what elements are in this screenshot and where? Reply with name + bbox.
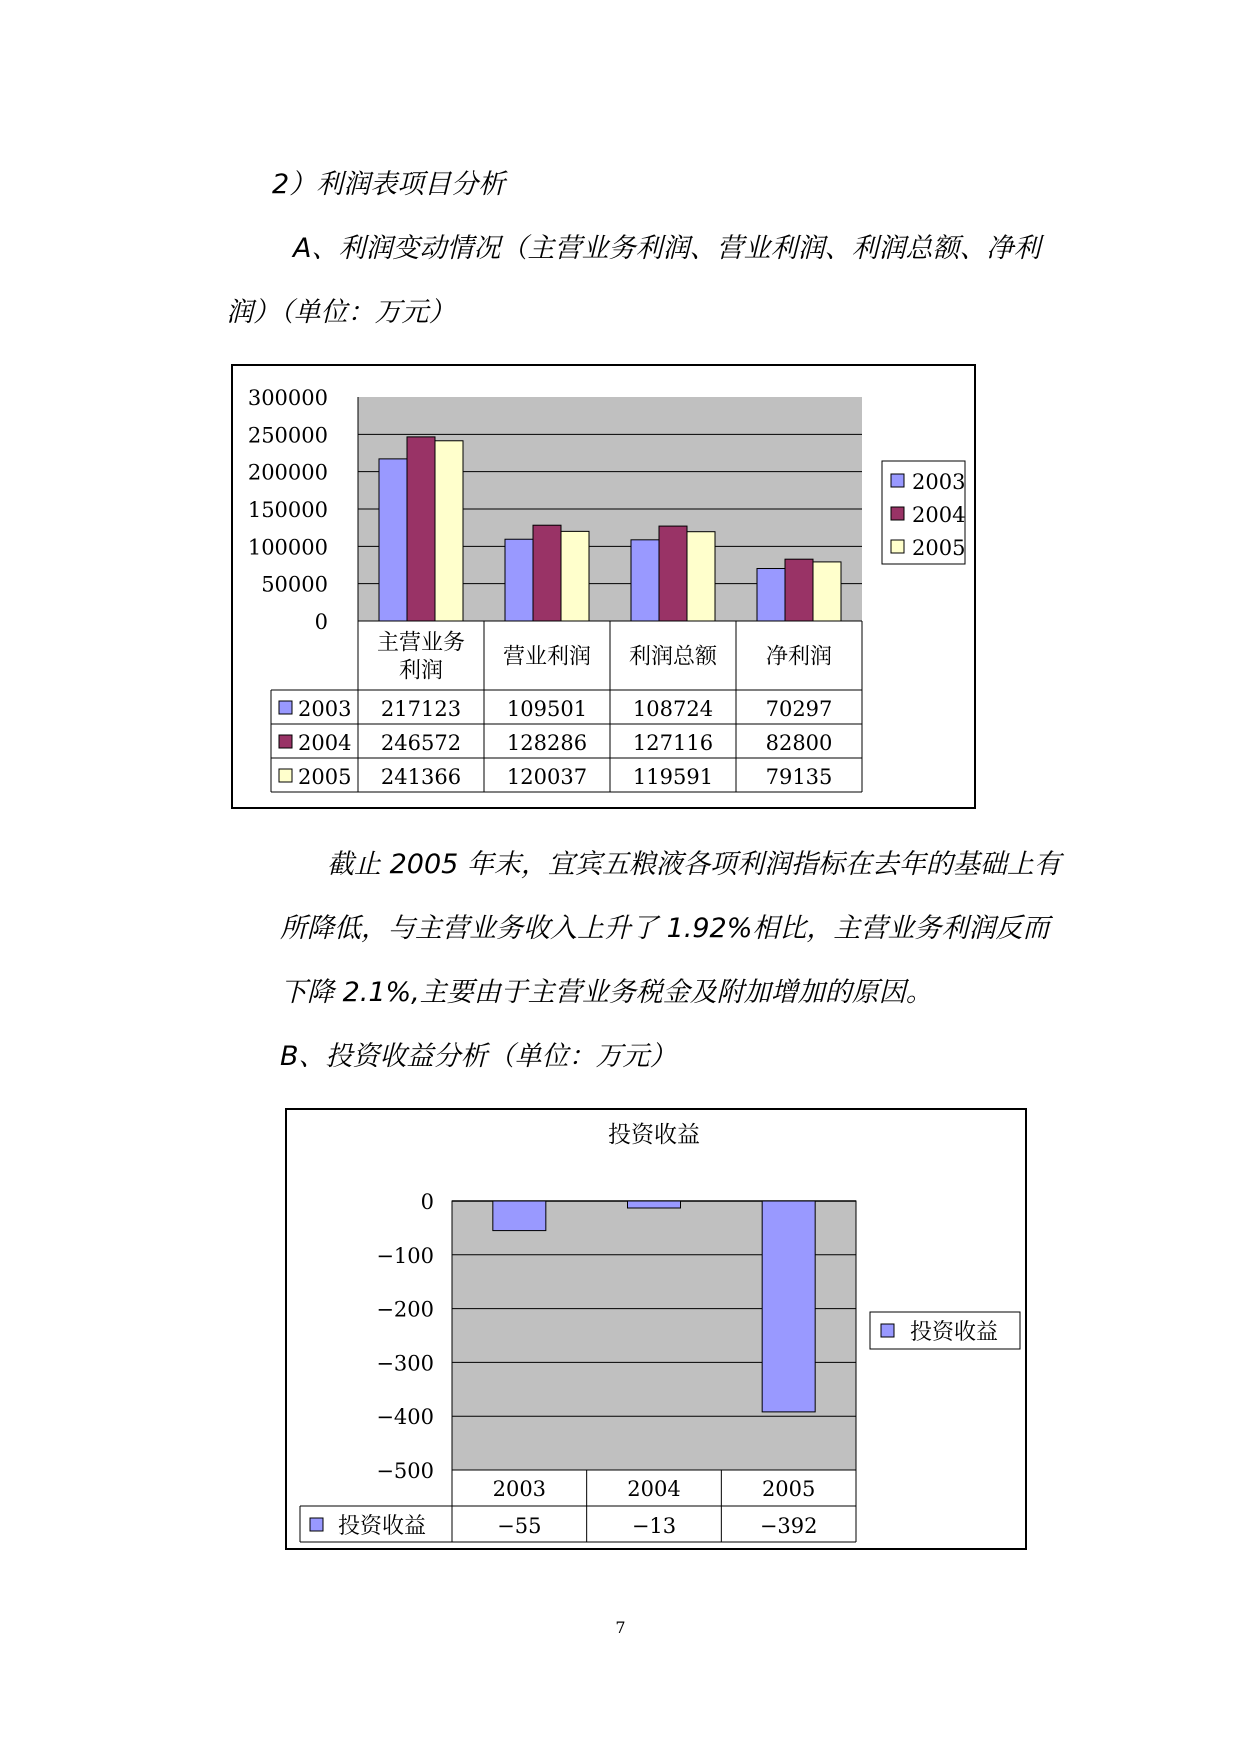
x-category-label: 净利润 [765,644,833,670]
y-tick-label: 150000 [247,498,328,522]
body-paragraph-line1: 截止 2005 年末，宜宾五粮液各项利润指标在去年的基础上有 [327,849,1061,880]
section-heading: 2）利润表项目分析 [272,169,506,200]
legend-key-2005 [279,769,292,782]
y-tick-label: −200 [376,1297,434,1322]
profit-chart [231,364,976,809]
bar-2005-0 [435,441,463,621]
table-cell-value: 120037 [506,765,588,789]
y-tick-label: −100 [376,1243,434,1268]
bar-2003-1 [505,539,533,621]
table-cell-value: 127116 [632,731,714,755]
y-tick-label: −400 [376,1405,434,1430]
y-tick-label: −500 [376,1459,434,1483]
bar-2005 [762,1201,815,1412]
x-category-label: 利润总额 [628,644,718,670]
bar-2004-1 [533,525,561,621]
table-cell-value: 128286 [506,731,588,755]
table-cell-value: −392 [759,1514,818,1538]
y-tick-label: 0 [314,610,328,634]
subsection-a-title-line1: A、利润变动情况（主营业务利润、营业利润、利润总额、净利 [293,233,1041,264]
bar-2003 [493,1201,546,1231]
x-category-label: 利润 [398,658,444,684]
bar-2003-3 [757,569,785,621]
table-series-label: 2003 [298,697,352,721]
y-tick-label: −300 [376,1351,434,1376]
legend-label: 2004 [912,503,966,527]
bar-2005-1 [561,531,589,621]
legend-swatch [881,1324,894,1337]
bar-2004-0 [407,437,435,621]
bar-2003-0 [379,459,407,621]
table-cell-value: 241366 [380,765,462,789]
x-category-label: 2003 [492,1477,547,1501]
table-cell-value: 246572 [380,731,462,755]
bar-2004 [628,1201,681,1208]
bar-2004-2 [659,526,687,621]
table-cell-value: 109501 [506,697,588,721]
table-cell-value: −55 [497,1514,542,1538]
investment-income-chart [285,1108,1027,1550]
legend-swatch-2003 [891,474,904,487]
legend-key-2004 [279,735,292,748]
x-category-label: 营业利润 [502,644,592,670]
table-cell-value: −13 [631,1514,677,1538]
y-tick-label: 0 [420,1190,434,1214]
y-tick-label: 250000 [247,423,328,448]
subsection-a-title-line2: 润）（单位：万元） [226,297,456,328]
y-tick-label: 100000 [247,535,328,560]
y-tick-label: 300000 [247,386,328,410]
x-category-label: 2005 [761,1477,816,1501]
y-tick-label: 200000 [247,460,328,485]
subsection-b-title: B、投资收益分析（单位：万元） [280,1041,677,1072]
table-cell-value: 70297 [765,697,833,721]
legend-key-2003 [279,701,292,714]
body-paragraph-line3: 下降 2.1%,主要由于主营业务税金及附加增加的原因。 [280,977,933,1008]
bar-2004-3 [785,559,813,621]
table-cell-value: 79135 [765,765,833,789]
table-cell-value: 119591 [632,765,714,789]
x-category-label: 2004 [627,1477,681,1501]
table-series-label: 2004 [298,731,352,755]
bar-2005-2 [687,532,715,621]
table-cell-value: 217123 [380,697,462,721]
body-paragraph-line2: 所降低，与主营业务收入上升了 1.92%相比，主营业务利润反而 [280,913,1050,944]
table-series-label: 投资收益 [338,1514,427,1539]
bar-2003-2 [631,540,659,621]
legend-swatch-2004 [891,507,904,520]
legend-label: 投资收益 [910,1320,999,1345]
legend-label: 2005 [912,536,966,560]
table-cell-value: 108724 [632,697,714,721]
legend-key-投资收益 [310,1518,323,1531]
table-series-label: 2005 [298,765,352,789]
page-number: 7 [615,1618,626,1637]
chart-title: 投资收益 [608,1122,700,1148]
y-tick-label: 50000 [261,572,328,597]
legend-swatch-2005 [891,540,904,553]
bar-2005-3 [813,562,841,621]
table-cell-value: 82800 [765,731,833,755]
x-category-label: 主营业务 [376,630,466,656]
legend-label: 2003 [912,470,966,494]
